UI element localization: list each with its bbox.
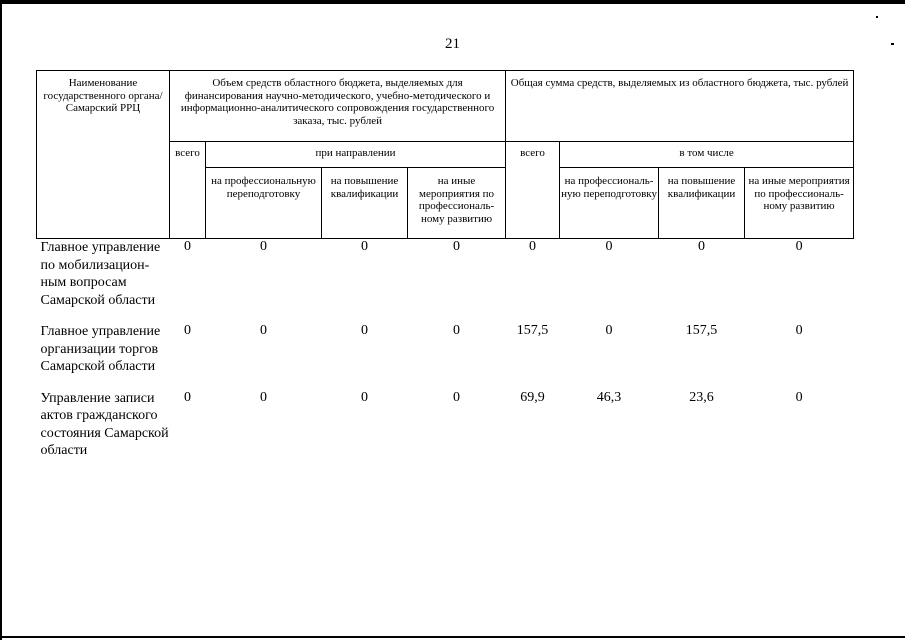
value-cell: 0 <box>361 323 368 338</box>
value-cell: 0 <box>260 239 267 254</box>
value-cell: 69,9 <box>520 389 545 405</box>
value-cell: 157,5 <box>516 323 549 338</box>
org-name-cell: Управление записи актов гражданского состояния Самарской области <box>40 390 169 458</box>
value-cell: 0 <box>361 239 368 254</box>
value-cell: 46,3 <box>596 389 622 405</box>
value-cell: 0 <box>184 389 191 405</box>
value-cell: 0 <box>453 389 461 405</box>
value-cell: 0 <box>361 389 368 405</box>
page-number: 21 <box>445 36 460 52</box>
scan-speck <box>876 16 878 18</box>
value-cell: 0 <box>260 389 267 405</box>
value-cell: 0 <box>453 323 461 338</box>
top-edge-rule <box>0 0 905 4</box>
value-cell: 0 <box>698 239 706 254</box>
value-cell: 0 <box>184 323 191 338</box>
budget-group-header: Объем средств областного бюджета, выделяемых для финансирования научно-методического, учебно-методического и информационно-аналитического сопровождения государственного заказа, тыс. рублей <box>170 71 506 142</box>
budget-direction-header: при направлении <box>206 142 506 168</box>
total-qualification-header: на повышение квалификации <box>659 168 745 239</box>
total-group-header: Общая сумма средств, выделяемых из областного бюджета, тыс. рублей <box>506 71 854 142</box>
value-cell: 157,5 <box>685 323 718 338</box>
value-cell: 0 <box>453 239 461 254</box>
budget-total-header: всего <box>170 142 206 239</box>
budget-table <box>36 70 854 460</box>
including-header: в том числе <box>560 142 854 168</box>
org-column-header: Наименование государственного органа/Самарский РРЦ <box>37 71 170 239</box>
value-cell: 0 <box>605 323 613 338</box>
value-cell: 0 <box>529 239 537 254</box>
value-cell: 23,6 <box>689 389 714 405</box>
value-cell: 0 <box>795 323 803 338</box>
value-cell: 0 <box>605 239 613 254</box>
row-spacer <box>37 309 854 323</box>
org-name-cell: Главное управление организации торгов Самарской области <box>40 324 161 374</box>
budget-qualification-header: на повышение квалификации <box>322 168 408 239</box>
value-cell: 0 <box>795 239 803 254</box>
table-row <box>37 239 854 310</box>
total-retraining-header: на профессиональ-ную переподготовку <box>560 168 659 239</box>
left-edge-rule <box>0 0 2 640</box>
header-row-1 <box>37 71 854 142</box>
total-other-header: на иные мероприятия по профессиональ-ному развитию <box>745 168 854 239</box>
bottom-edge-rule <box>0 636 905 638</box>
row-spacer <box>37 376 854 390</box>
table-row <box>37 323 854 376</box>
budget-retraining-header: на профессиональную переподготовку <box>206 168 322 239</box>
org-name-cell: Главное управление по мобилизацион-ным вопросам Самарской области <box>40 240 161 308</box>
value-cell: 0 <box>260 323 267 338</box>
total-sum-header: всего <box>506 142 560 239</box>
value-cell: 0 <box>184 239 191 254</box>
table-row <box>37 390 854 460</box>
value-cell: 0 <box>795 389 803 405</box>
budget-other-header: на иные мероприятия по профессиональ-ному развитию <box>408 168 506 239</box>
